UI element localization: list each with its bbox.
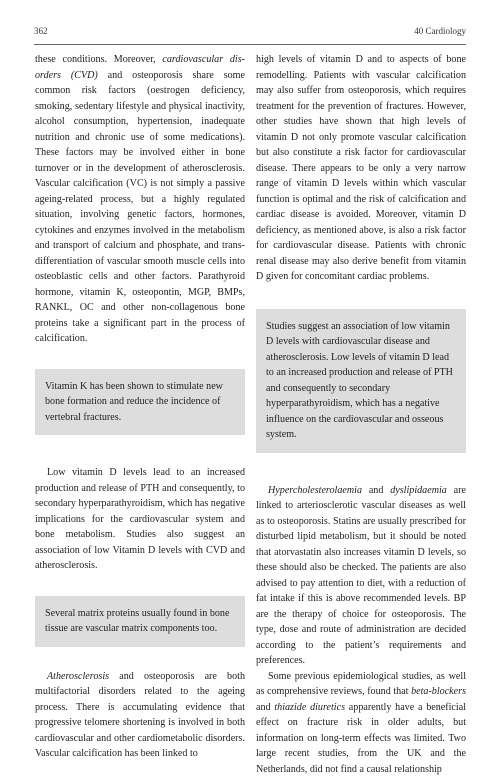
box-text: Vitamin K has been shown to stimulate new bone formation and reduce the incidence of vertebral fractures. xyxy=(45,381,223,423)
highlight-box xyxy=(35,369,245,436)
highlight-box xyxy=(35,596,245,647)
right-column xyxy=(256,52,466,777)
paragraph: Some previous epidemiological studies, as well as comprehensive reviews, found that beta-blockers and thiazide diuretics apparently have a beneficial effect on fracture risk in older adults, but information on long-term effects was limited. Two large recent studies, from the UK and the Netherlands, did not find a causal relationship xyxy=(256,669,466,777)
running-header xyxy=(34,26,466,36)
emphasis: dyslipidaemia xyxy=(390,485,447,496)
chapter-title: 40 Cardiology xyxy=(414,26,466,36)
emphasis: Hypercholesterolaemia xyxy=(268,485,362,496)
paragraph: Hypercholesterolaemia and dyslipidaemia are linked to arteriosclerotic vascular diseases as well as to osteoporosis. Statins are usually prescribed for disturbed lipid metabolism, but it should be noted that atorvastatin also increases vitamin D levels, so these should also be checked. The patients are also advised to pay attention to diet, with a reduction of fat intake if this is above recommended levels. BP are the therapy of choice for osteoporosis. The type, dose and route of administration are decided according to the patient’s requirements and preferences. xyxy=(256,483,466,669)
paragraph: these conditions. Moreover, cardiovascular dis-orders (CVD) and osteoporosis share some common risk factors (oestrogen deficiency, smoking, sedentary lifestyle and physical inactivity, alcohol consumption, hypertension, inadequate nutrition and chronic use of some medications). These factors may be involved either in bone turnover or in the development of atherosclerosis. Vascular calcification (VC) is not simply a passive ageing-related process, but a highly regulated situation, involving genetic factors, hormones, cytokines and enzymes involved in the metabolism and transport of calcium and phosphate, and trans-differentiation of vascular smooth muscle cells into osteoblastic cells and other factors. Parathyroid hormone, vitamin K, osteopontin, MGP, BMPs, RANKL, OC and other non-collagenous bone proteins take a significant part in the process of calcification. xyxy=(35,52,245,347)
emphasis: thiazide diuretics xyxy=(274,702,345,713)
page-number: 362 xyxy=(34,26,48,36)
emphasis: cardiovascular dis-orders (CVD) xyxy=(35,54,245,81)
paragraph: Low vitamin D levels lead to an increased production and release of PTH and consequently, to secondary hyperparathyroidism, which has negative implications for the cardiovascular system and bone metabolism. Studies also suggest an association of low Vitamin D levels with CVD and atherosclerosis. xyxy=(35,465,245,574)
highlight-box xyxy=(256,309,466,453)
emphasis: Atherosclerosis xyxy=(47,671,109,682)
header-divider xyxy=(34,44,466,45)
paragraph: Atherosclerosis and osteoporosis are both multifactorial disorders related to the ageing process. There is accumulating evidence that progressive telomere shortening is involved in both cardiovascular and other cardiometabolic disorders. Vascular calcification has been linked to xyxy=(35,669,245,762)
paragraph: high levels of vitamin D and to aspects of bone remodelling. Patients with vascular calcification may also suffer from osteoporosis, which requires treatment for the prevention of fractures. However, other studies have shown that high levels of vitamin D not only promote vascular calcification but also constitute a risk factor for cardiovascular disease. There appears to be only a very narrow range of vitamin D levels within which vascular function is optimal and the risk of calcification and cardiac disease is avoided. Moreover, vitamin D deficiency, as mentioned above, is also a risk factor for cardiovascular disease. Patients with chronic renal disease may also derive benefit from vitamin D given for concomitant cardiac problems. xyxy=(256,52,466,285)
left-column xyxy=(35,52,245,762)
box-text: Several matrix proteins usually found in bone tissue are vascular matrix components too. xyxy=(45,608,229,635)
emphasis: beta-blockers xyxy=(411,686,466,697)
box-text: Studies suggest an association of low vitamin D levels with cardiovascular disease and atherosclerosis. Low levels of vitamin D lead to an increased production and release of PTH and consequently to secondary hyperparathyroidism, which has a negative influence on the cardiovascular and osseous system. xyxy=(266,321,453,441)
